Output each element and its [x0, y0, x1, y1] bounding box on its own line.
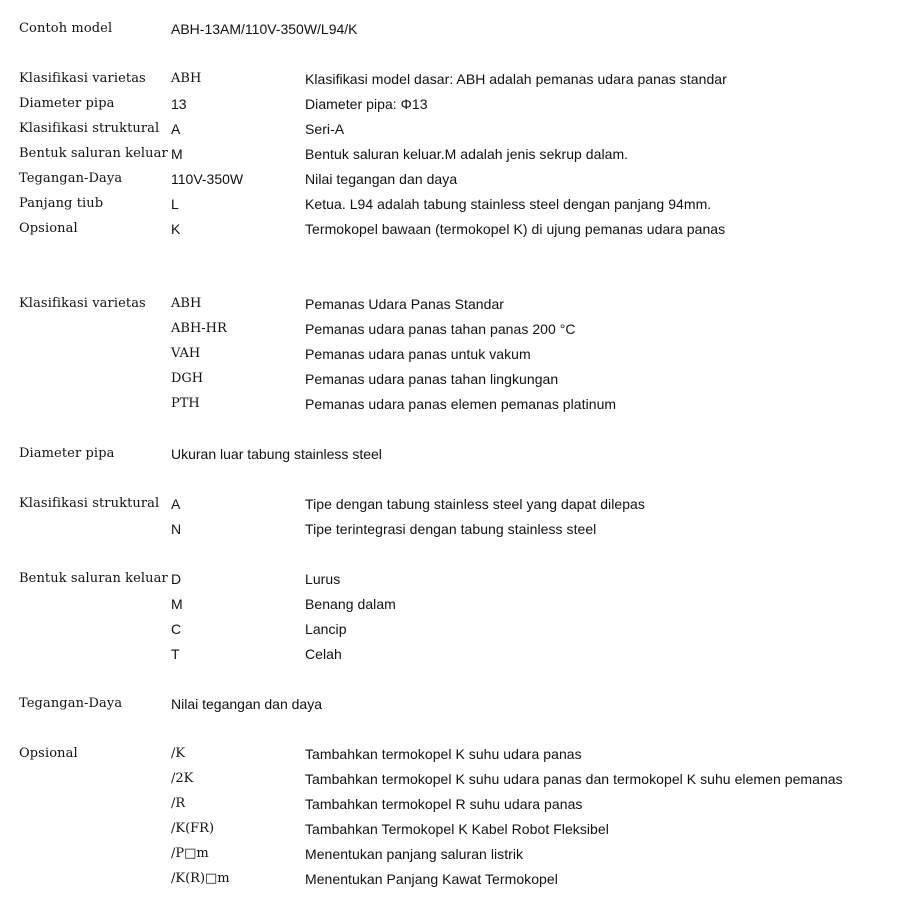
pipe-diameter-row [0, 444, 921, 466]
structure-desc: Tipe terintegrasi dengan tabung stainless steel [305, 521, 597, 537]
voltage-power-row [0, 694, 921, 716]
pipe-diameter-label: Diameter pipa [19, 446, 115, 461]
variety-desc: Pemanas udara panas elemen pemanas platinum [305, 396, 617, 412]
option-desc: Tambahkan termokopel K suhu udara panas [305, 746, 582, 762]
outlet-row [0, 569, 921, 591]
breakdown-row [0, 69, 921, 91]
breakdown-label: Klasifikasi varietas [19, 71, 146, 86]
breakdown-row [0, 194, 921, 216]
structure-desc: Tipe dengan tabung stainless steel yang dapat dilepas [305, 496, 645, 512]
option-code: /P□m [171, 846, 209, 861]
option-code: /K [171, 746, 186, 761]
breakdown-desc: Bentuk saluran keluar.M adalah jenis sekrup dalam. [305, 146, 629, 162]
breakdown-desc: Nilai tegangan dan daya [305, 171, 458, 187]
variety-code: PTH [171, 396, 200, 411]
option-row [0, 744, 921, 766]
breakdown-code: ABH [171, 71, 202, 86]
breakdown-row [0, 94, 921, 116]
variety-desc: Pemanas udara panas tahan panas 200 °C [305, 321, 576, 337]
breakdown-desc: Termokopel bawaan (termokopel K) di ujung pemanas udara panas [305, 221, 726, 237]
variety-code: DGH [171, 371, 204, 386]
variety-row [0, 394, 921, 416]
structure-label: Klasifikasi struktural [19, 496, 160, 511]
breakdown-label: Bentuk saluran keluar [19, 146, 168, 161]
breakdown-code: A [171, 121, 181, 137]
option-desc: Tambahkan termokopel R suhu udara panas [305, 796, 583, 812]
option-row [0, 794, 921, 816]
outlet-code: C [171, 621, 182, 637]
breakdown-label: Tegangan-Daya [19, 171, 123, 186]
outlet-code: T [171, 646, 180, 662]
breakdown-label: Klasifikasi struktural [19, 121, 160, 136]
voltage-power-label: Tegangan-Daya [19, 696, 123, 711]
structure-code: A [171, 496, 181, 512]
outlet-desc: Lurus [305, 571, 341, 587]
breakdown-label: Opsional [19, 221, 78, 236]
breakdown-code: 13 [171, 96, 187, 112]
breakdown-code: K [171, 221, 181, 237]
variety-desc: Pemanas Udara Panas Standar [305, 296, 505, 312]
breakdown-label: Panjang tiub [19, 196, 104, 211]
variety-desc: Pemanas udara panas untuk vakum [305, 346, 531, 362]
breakdown-code: M [171, 146, 183, 162]
breakdown-desc: Diameter pipa: Φ13 [305, 96, 428, 112]
variety-desc: Pemanas udara panas tahan lingkungan [305, 371, 559, 387]
breakdown-row [0, 119, 921, 141]
option-code: /K(FR) [171, 821, 215, 836]
model-example-row [0, 19, 921, 41]
breakdown-label: Diameter pipa [19, 96, 115, 111]
breakdown-row [0, 144, 921, 166]
option-desc: Menentukan panjang saluran listrik [305, 846, 524, 862]
option-row [0, 869, 921, 891]
model-example-label: Contoh model [19, 21, 113, 36]
variety-code: VAH [171, 346, 201, 361]
outlet-desc: Benang dalam [305, 596, 396, 612]
structure-row [0, 519, 921, 541]
outlet-desc: Lancip [305, 621, 347, 637]
variety-code: ABH-HR [171, 321, 227, 336]
breakdown-desc: Klasifikasi model dasar: ABH adalah pemanas udara panas standar [305, 71, 727, 87]
variety-row [0, 369, 921, 391]
structure-row [0, 494, 921, 516]
model-example-value: ABH-13AM/110V-350W/L94/K [171, 21, 358, 37]
pipe-diameter-desc: Ukuran luar tabung stainless steel [171, 446, 382, 462]
option-code: /2K [171, 771, 194, 786]
outlet-desc: Celah [305, 646, 342, 662]
outlet-row [0, 594, 921, 616]
outlet-row [0, 619, 921, 641]
breakdown-row [0, 169, 921, 191]
outlet-code: M [171, 596, 183, 612]
variety-code: ABH [171, 296, 202, 311]
option-row [0, 844, 921, 866]
option-desc: Menentukan Panjang Kawat Termokopel [305, 871, 558, 887]
varieties-label: Klasifikasi varietas [19, 296, 146, 311]
voltage-power-desc: Nilai tegangan dan daya [171, 696, 323, 712]
variety-row [0, 294, 921, 316]
breakdown-row [0, 219, 921, 241]
outlet-code: D [171, 571, 182, 587]
variety-row [0, 344, 921, 366]
option-desc: Tambahkan Termokopel K Kabel Robot Fleksibel [305, 821, 609, 837]
outlet-label: Bentuk saluran keluar [19, 571, 168, 586]
option-row [0, 769, 921, 791]
breakdown-code: L [171, 196, 179, 212]
options-label: Opsional [19, 746, 78, 761]
option-row [0, 819, 921, 841]
option-code: /R [171, 796, 186, 811]
variety-row [0, 319, 921, 341]
option-desc: Tambahkan termokopel K suhu udara panas dan termokopel K suhu elemen pemanas [305, 771, 843, 787]
option-code: /K(R)□m [171, 871, 230, 886]
outlet-row [0, 644, 921, 666]
breakdown-desc: Ketua. L94 adalah tabung stainless steel dengan panjang 94mm. [305, 196, 712, 212]
structure-code: N [171, 521, 182, 537]
breakdown-code: 110V-350W [171, 171, 244, 187]
breakdown-desc: Seri-A [305, 121, 345, 137]
